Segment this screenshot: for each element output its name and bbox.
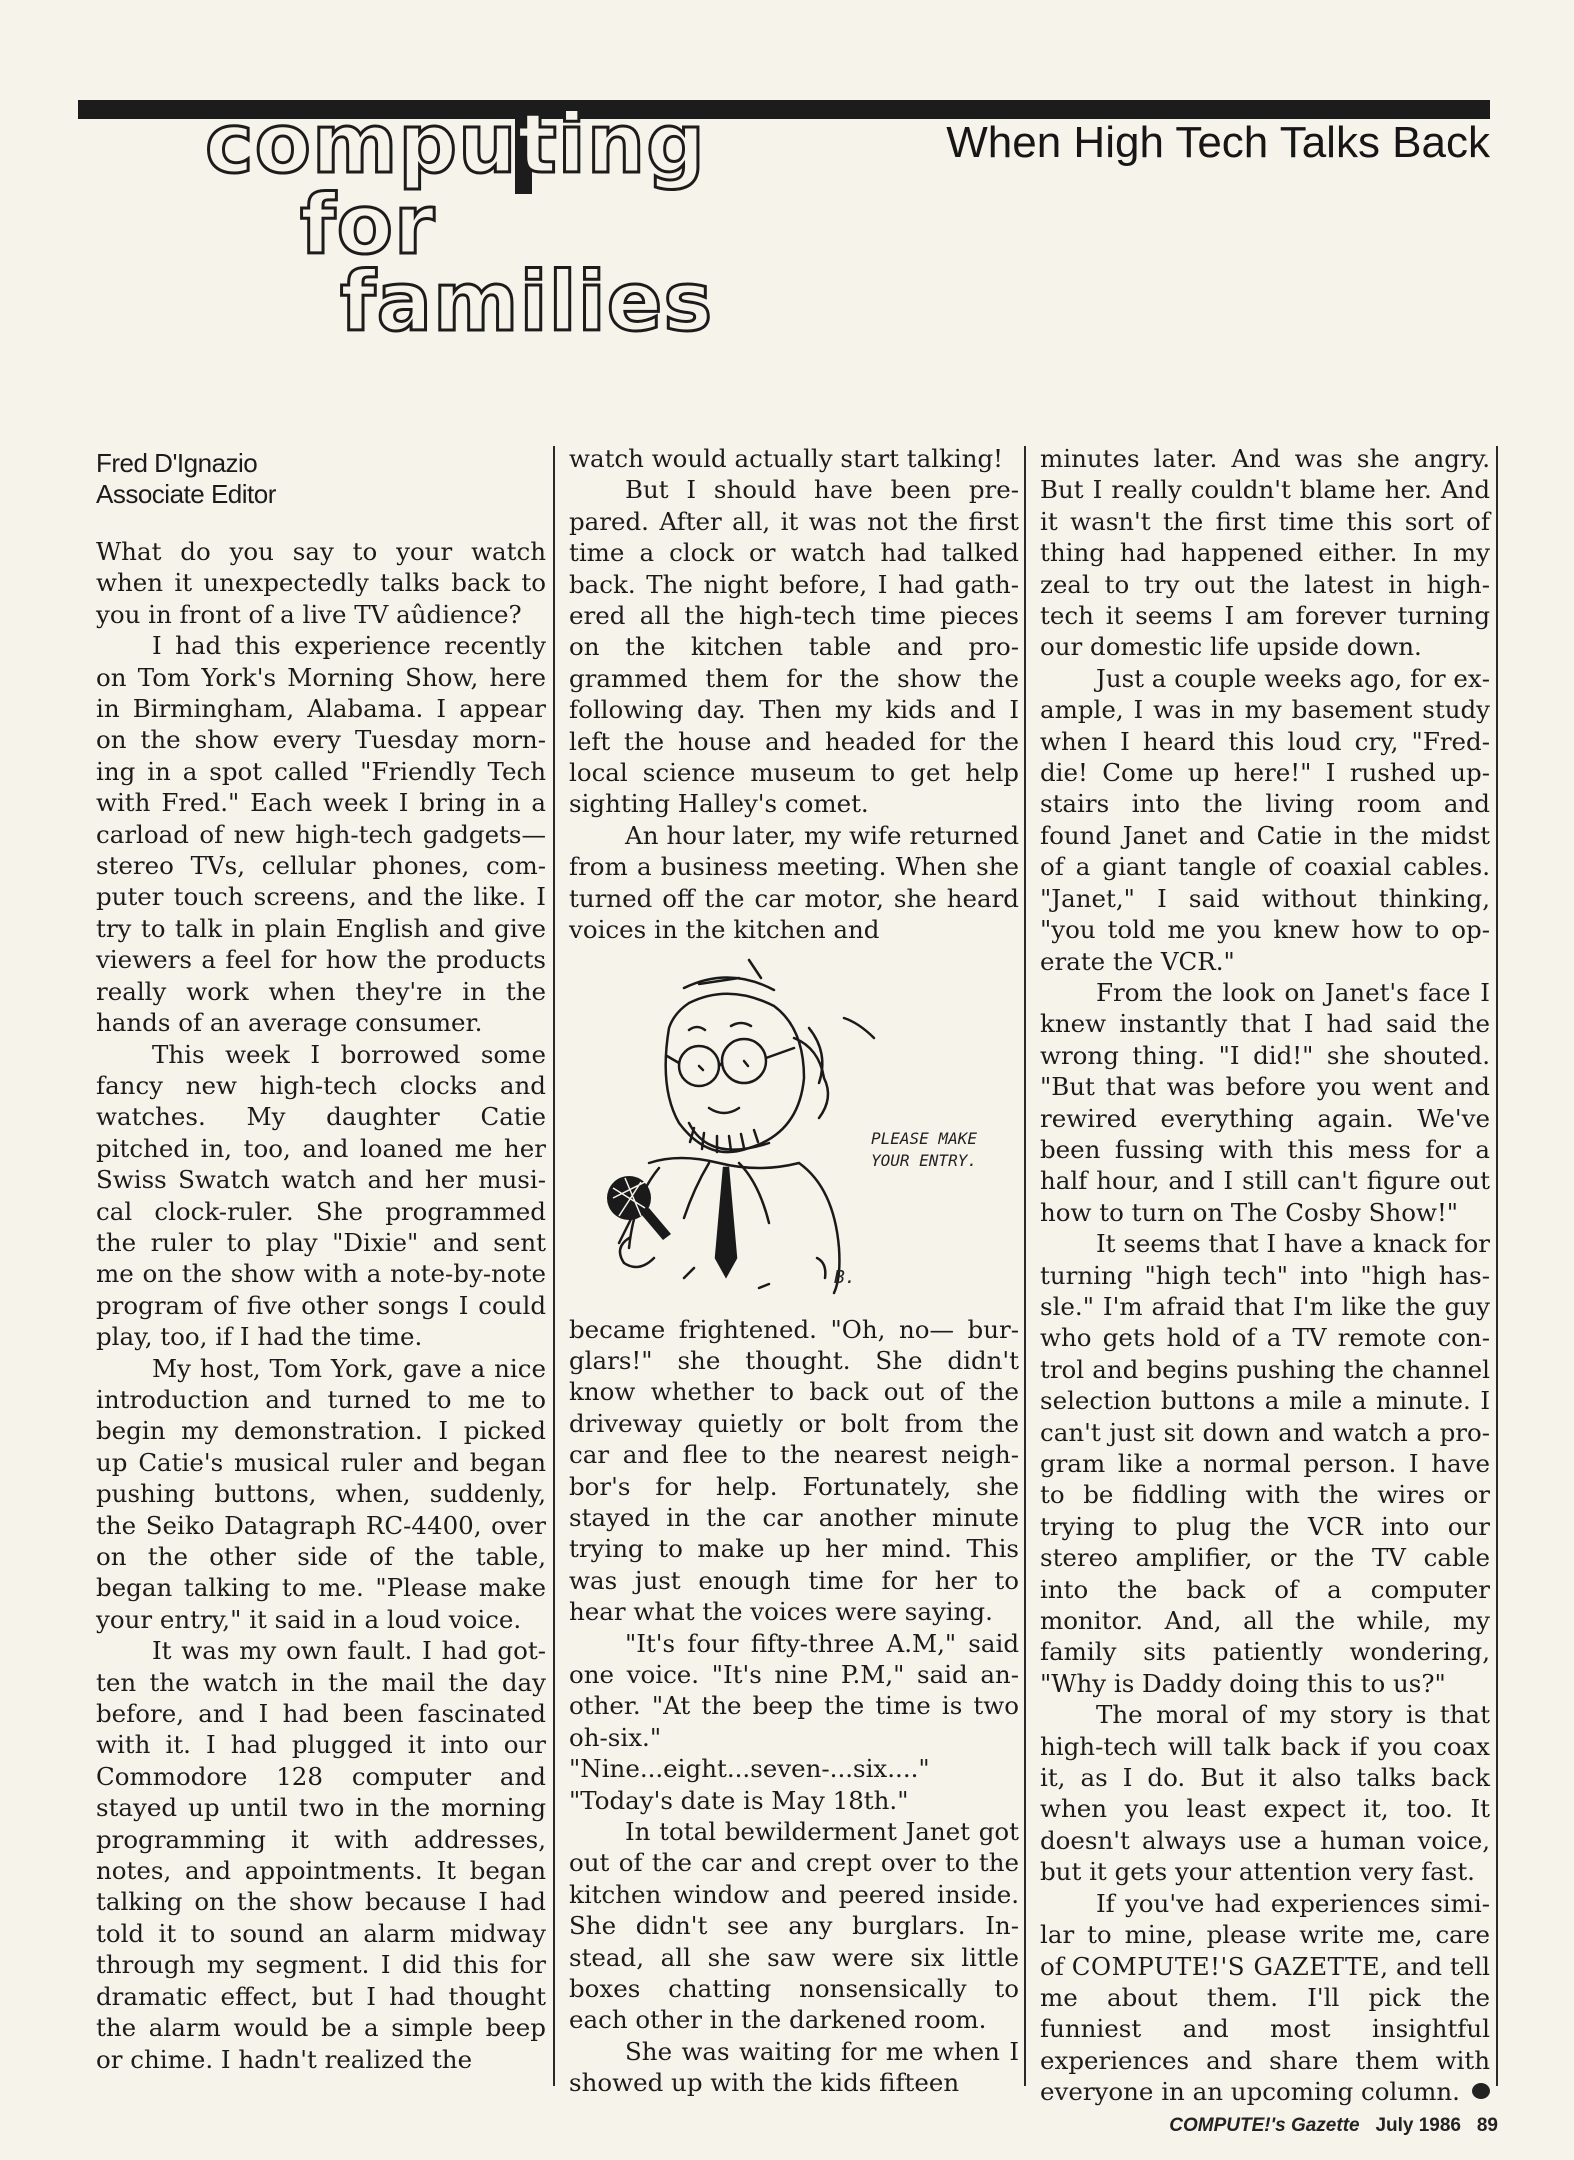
article-column-3 bbox=[1040, 443, 1490, 2108]
column-divider bbox=[553, 446, 555, 2086]
paragraph: From the look on Janet's face I knew instantly that I had said the wrong thing. "I did!" she shouted. "But that was before you went and rewired everything again. We've been fussing with this mess for a half hour, and I still can't figure out how to turn on The Cosby Show!" bbox=[1040, 977, 1490, 1227]
column-logo-line-3: families bbox=[340, 255, 714, 350]
paragraph: The moral of my story is that high-tech will talk back if you coax it, as I do. But it also talks back when you least expect it, too. It doesn't always use a human voice, but it gets your attention very fast. bbox=[1040, 1700, 1490, 1887]
cartoon-man-with-microphone bbox=[589, 948, 889, 1308]
paragraph: My host, Tom York, gave a nice introduction and turned to me to begin my demonstration. I picked up Catie's musical ruler and began pushing buttons, when, suddenly, the Seiko Datagraph RC-4400, over on the other side of the table, began talking to me. "Please make your entry," it said in a loud voice. bbox=[96, 1353, 546, 1634]
paragraph: I had this experience recently on Tom York's Morning Show, here in Birmingham, Alabama. I appear on the show every Tuesday morning in a spot called "Friendly Tech with Fred." Each week I bring in a carload of new high-tech gadgets—stereo TVs, cellular phones, computer touch screens, and the like. I try to talk in plain English and give viewers a feel for how the products really work when they're in the hands of an average consumer. bbox=[96, 631, 546, 1038]
column-logo-line-1: computing bbox=[205, 97, 706, 192]
paragraph: It was my own fault. I had gotten the watch in the mail the day before, and I had been fascinated with it. I had plugged it into our Commodore 128 computer and stayed up until two in the morning programming it with addresses, notes, and appointments. It began talking on the show because I had told it to sound an alarm midway through my segment. I did this for dramatic effect, but I had thought the alarm would be a simple beep or chime. I hadn't realized the bbox=[96, 1636, 546, 2074]
closing-text-start: If you've had experiences similar to mine, please write me, care of bbox=[1040, 1888, 1490, 1981]
paragraph: Just a couple weeks ago, for example, I was in my basement study when I heard this loud cry, "Freddie! Come up here!" I rushed upstairs into the living room and found Janet and Catie in the midst of a giant tangle of coaxial cables. "Janet," I said without thinking, "you told me you knew how to operate the VCR." bbox=[1040, 663, 1490, 976]
column-logo-line-2: for bbox=[300, 178, 436, 273]
column-divider bbox=[1024, 446, 1026, 2086]
paragraph: watch would actually start talking! bbox=[569, 444, 1004, 473]
article-column-1 bbox=[96, 536, 546, 2075]
paragraph: This week I borrowed some fancy new high-tech clocks and watches. My daughter Catie pitched in, too, and loaned me her Swiss Swatch watch and her musical clock-ruler. She programmed the ruler to play "Dixie" and sent me on the show with a note-by-note program of five other songs I could play, too, if I had the time. bbox=[96, 1039, 546, 1352]
closing-paragraph bbox=[1040, 1888, 1490, 2108]
paragraph: "It's four fifty-three A.M," said one voice. "It's nine P.M," said another. "At the beep the time is two oh-six." "Nine...eight...seven-...six...." "Today's date is May 18th." bbox=[569, 1628, 1019, 1815]
paragraph: An hour later, my wife returned from a business meeting. When she turned off the car motor, she heard voices in the kitchen and bbox=[569, 820, 1019, 945]
paragraph: minutes later. And was she angry. But I really couldn't blame her. And it wasn't the first time this sort of thing had happened either. In my zeal to try out the latest in high-tech it seems I am forever turning our domestic life upside down. bbox=[1040, 444, 1490, 662]
paragraph: became frightened. "Oh, no— burglars!" she thought. She didn't know whether to back out of the driveway quietly or bolt from the car and flee to the nearest neighbor's for help. Fortunately, she stayed in the car another minute trying to make up her mind. This was just enough time for her to hear what the voices were saying. bbox=[569, 1314, 1019, 1627]
cartoon-signature: B. bbox=[834, 1266, 856, 1288]
page-number: 89 bbox=[1476, 2115, 1498, 2136]
balloon-line: PLEASE MAKE bbox=[871, 1128, 977, 1148]
byline bbox=[96, 448, 276, 510]
speech-balloon bbox=[871, 1128, 977, 1172]
balloon-line: YOUR ENTRY. bbox=[871, 1150, 977, 1170]
cartoon-illustration bbox=[569, 948, 1019, 1310]
end-of-article-icon bbox=[1472, 2083, 1490, 2099]
column-divider bbox=[1496, 446, 1498, 2086]
footer-magazine: COMPUTE!'s Gazette bbox=[1169, 2115, 1360, 2136]
paragraph: In total bewilderment Janet got out of the car and crept over to the kitchen window and peered inside. She didn't see any burglars. Instead, all she saw were six little boxes chatting nonsensically to each other in the darkened room. bbox=[569, 1817, 1019, 2035]
closing-text-end: , and tell me about them. I'll pick the funniest and most insightful experiences and share them with everyone in an upcoming column. bbox=[1040, 1951, 1491, 2107]
paragraph: What do you say to your watch when it unexpectedly talks back to you in front of a live TV aûdience? bbox=[96, 537, 546, 629]
article-title: When High Tech Talks Back bbox=[946, 118, 1490, 167]
page-footer bbox=[1169, 2115, 1498, 2137]
magazine-name: COMPUTE!'S GAZETTE bbox=[1071, 1951, 1381, 1981]
paragraph: She was waiting for me when I showed up with the kids fifteen bbox=[569, 2036, 1019, 2098]
footer-issue: July 1986 bbox=[1375, 2115, 1462, 2136]
paragraph: But I should have been prepared. After all, it was not the first time a clock or watch had talked back. The night before, I had gathered all the high-tech time pieces on the kitchen table and programmed them for the show the following day. Then my kids and I left the house and headed for the local science museum to get help sighting Halley's comet. bbox=[569, 475, 1019, 819]
author-role: Associate Editor bbox=[96, 479, 276, 509]
paragraph: It seems that I have a knack for turning "high tech" into "high hassle." I'm afraid that I'm like the guy who gets hold of a TV remote control and begins pushing the channel selection buttons a mile a minute. I can't just sit down and watch a program like a normal person. I have to be fiddling with the wires or trying to plug the VCR into our stereo amplifier, or the TV cable into the back of a computer monitor. And, all the while, my family sits patiently wondering, "Why is Daddy doing this to us?" bbox=[1040, 1229, 1490, 1698]
author-name: Fred D'Ignazio bbox=[96, 448, 258, 478]
article-column-2 bbox=[569, 443, 1019, 2099]
